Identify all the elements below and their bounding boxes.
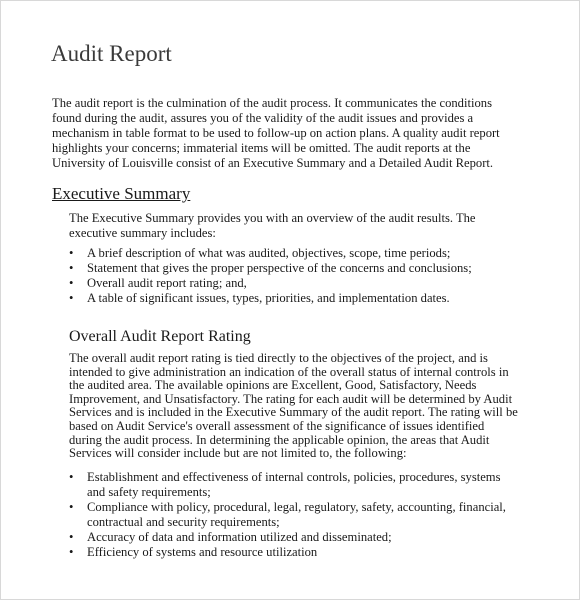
bullet-icon: • (69, 530, 74, 544)
bullet-icon: • (69, 470, 74, 484)
list-item-text: Overall audit report rating; and, (87, 276, 247, 290)
list-item-text: Compliance with policy, procedural, legal, regulatory, safety, accounting, financial, contractual and security requirements; (87, 500, 506, 529)
list-item (69, 500, 509, 530)
list-item (69, 470, 509, 500)
list-item (69, 246, 509, 261)
list-item-text: A table of significant issues, types, priorities, and implementation dates. (87, 291, 450, 305)
bullet-icon: • (69, 291, 74, 305)
list-item-text: Statement that gives the proper perspective of the concerns and conclusions; (87, 261, 472, 275)
page-title: Audit Report (51, 41, 172, 66)
list-item-text: Efficiency of systems and resource utilization (87, 545, 318, 559)
bullet-icon: • (69, 246, 74, 260)
overall-rating-paragraph: The overall audit report rating is tied directly to the objectives of the project, and is intended to give administration an indication of the overall status of internal controls in the audited area. The available opinions are Excellent, Good, Satisfactory, Needs Improvement, and Unsatisfactory. The rating for each audit will be determined by Audit Services and is included in the Executive Summary of the audit report. The rating will be based on Audit Service's overall assessment of the significance of issues identified during the audit process. In determining the applicable opinion, the areas that Audit Services will consider include but are not limited to, the following: (69, 351, 518, 461)
overall-rating-list (69, 470, 509, 560)
list-item-text: Accuracy of data and information utilized and disseminated; (87, 530, 392, 544)
list-item-text: A brief description of what was audited, objectives, scope, time periods; (87, 246, 451, 260)
overall-rating-heading: Overall Audit Report Rating (69, 328, 251, 345)
list-item (69, 261, 509, 276)
list-item-text: Establishment and effectiveness of internal controls, policies, procedures, systems and safety requirements; (87, 470, 501, 499)
intro-paragraph: The audit report is the culmination of the audit process. It communicates the conditions found during the audit, assures you of the validity of the audit issues and provides a mechanism in table format to be used to follow-up on action plans. A quality audit report highlights your concerns; immaterial items will be omitted. The audit reports at the University of Louisville consist of an Executive Summary and a Detailed Audit Report. (52, 96, 500, 170)
executive-summary-list (69, 246, 509, 306)
executive-summary-paragraph: The Executive Summary provides you with an overview of the audit results. The executive summary includes: (69, 211, 476, 240)
list-item (69, 291, 509, 306)
list-item (69, 530, 509, 545)
bullet-icon: • (69, 276, 74, 290)
list-item (69, 545, 509, 560)
bullet-icon: • (69, 500, 74, 514)
bullet-icon: • (69, 545, 74, 559)
list-item (69, 276, 509, 291)
executive-summary-heading: Executive Summary (52, 184, 191, 203)
bullet-icon: • (69, 261, 74, 275)
